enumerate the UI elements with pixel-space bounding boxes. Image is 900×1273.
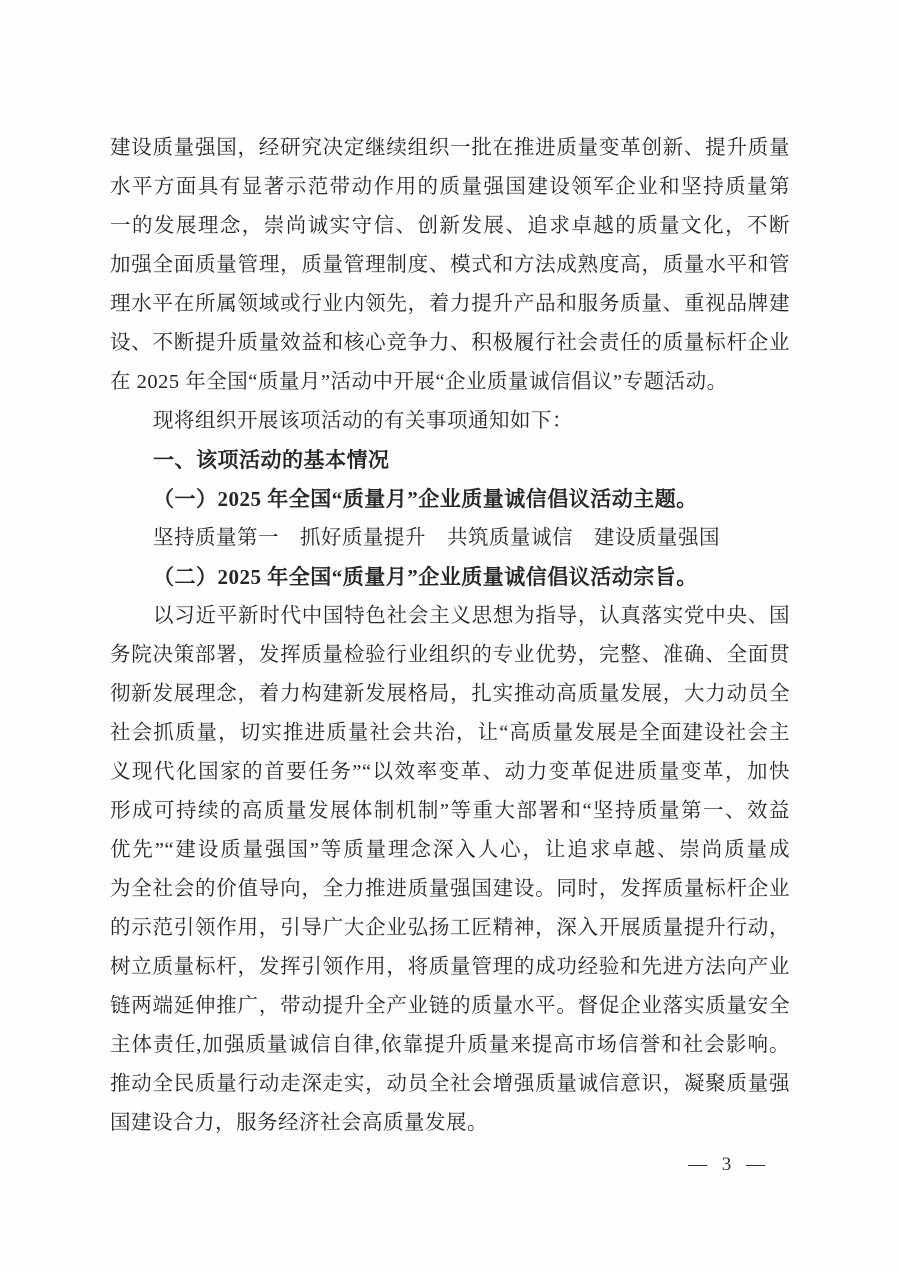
paragraph2-line: 主体责任,加强质量诚信自律,依靠提升质量来提高市场信誉和社会影响。 (110, 1034, 790, 1056)
subsection2-heading: （二）2025 年全国“质量月”企业质量诚信倡议活动宗旨。 (153, 565, 698, 589)
paragraph2-line: 链两端延伸推广，带动提升全产业链的质量水平。督促企业落实质量安全 (110, 995, 790, 1017)
slogan-line: 坚持质量第一 抓好质量提升 共筑质量诚信 建设质量强国 (153, 527, 720, 549)
section1-heading: 一、该项活动的基本情况 (153, 449, 390, 472)
paragraph1-line: 设、不断提升质量效益和核心竞争力、积极履行社会责任的质量标杆企业 (110, 332, 790, 354)
paragraph1-line: 建设质量强国，经研究决定继续组织一批在推进质量变革创新、提升质量 (110, 137, 790, 159)
paragraph2-line: 国建设合力，服务经济社会高质量发展。 (110, 1112, 488, 1134)
intro-line: 现将组织开展该项活动的有关事项通知如下： (153, 410, 573, 432)
paragraph1-line: 理水平在所属领域或行业内领先，着力提升产品和服务质量、重视品牌建 (110, 293, 790, 315)
paragraph2-line: 务院决策部署，发挥质量检验行业组织的专业优势，完整、准确、全面贯 (110, 644, 790, 666)
paragraph2-line: 树立质量标杆，发挥引领作用，将质量管理的成功经验和先进方法向产业 (110, 956, 790, 978)
paragraph2-line: 优先”“建设质量强国”等质量理念深入人心，让追求卓越、崇尚质量成 (110, 839, 790, 861)
paragraph1-line: 在 2025 年全国“质量月”活动中开展“企业质量诚信倡议”专题活动。 (110, 371, 728, 393)
document-body (110, 129, 790, 1143)
paragraph2-line: 为全社会的价值导向，全力推进质量强国建设。同时，发挥质量标杆企业 (110, 878, 790, 900)
paragraph2-line: 形成可持续的高质量发展体制机制”等重大部署和“坚持质量第一、效益 (110, 800, 790, 822)
paragraph2-line: 推动全民质量行动走深走实，动员全社会增强质量诚信意识，凝聚质量强 (110, 1073, 790, 1095)
subsection1-heading: （一）2025 年全国“质量月”企业质量诚信倡议活动主题。 (153, 487, 698, 511)
paragraph2-line: 彻新发展理念，着力构建新发展格局，扎实推动高质量发展，大力动员全 (110, 683, 790, 705)
page-number: — 3 — (688, 1154, 770, 1175)
paragraph2-line: 社会抓质量，切实推进质量社会共治，让“高质量发展是全面建设社会主 (110, 722, 790, 744)
paragraph2-line: 以习近平新时代中国特色社会主义思想为指导，认真落实党中央、国 (153, 605, 790, 627)
paragraph1-line: 一的发展理念，崇尚诚实守信、创新发展、追求卓越的质量文化，不断 (110, 215, 790, 237)
paragraph1-line: 加强全面质量管理，质量管理制度、模式和方法成熟度高，质量水平和管 (110, 254, 790, 276)
paragraph2-line: 的示范引领作用，引导广大企业弘扬工匠精神，深入开展质量提升行动， (110, 917, 790, 939)
paragraph1-line: 水平方面具有显著示范带动作用的质量强国建设领军企业和坚持质量第 (110, 176, 790, 198)
paragraph2-line: 义现代化国家的首要任务”“以效率变革、动力变革促进质量变革，加快 (110, 761, 790, 783)
